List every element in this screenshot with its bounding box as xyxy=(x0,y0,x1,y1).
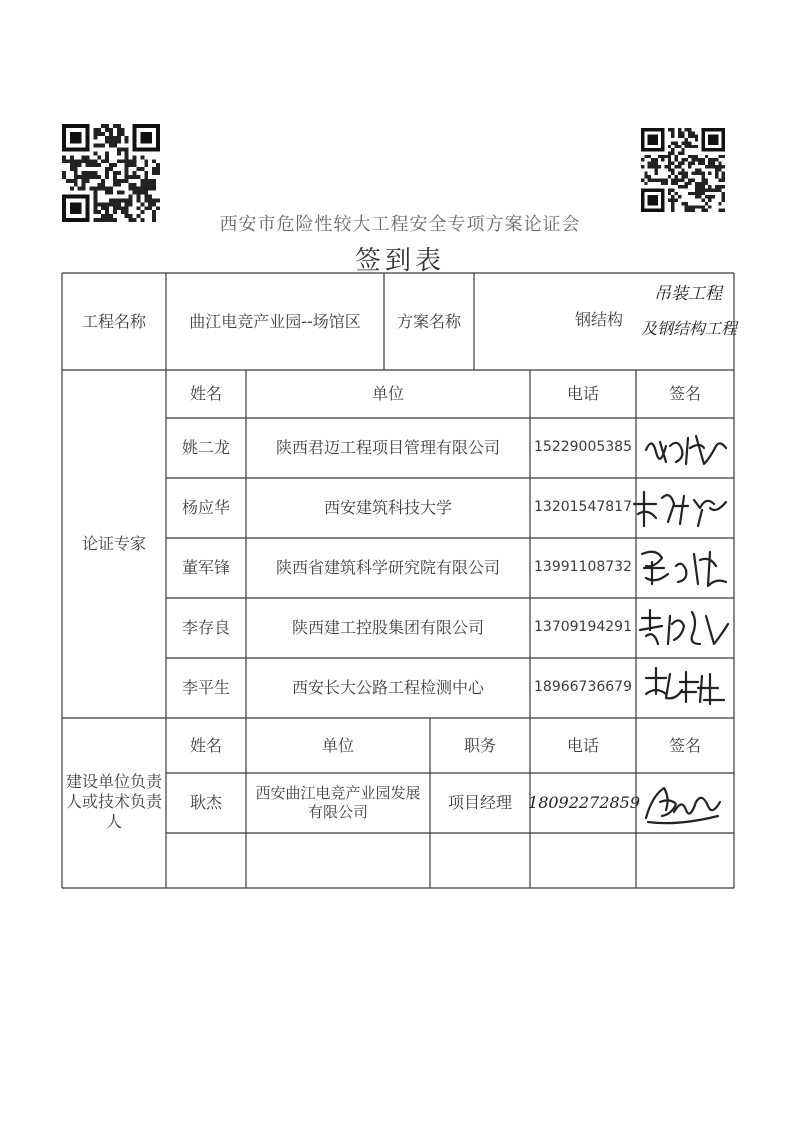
expert-unit: 西安建筑科技大学 xyxy=(323,498,452,517)
experts-col-signature: 签名 xyxy=(668,384,701,403)
plan-handwritten-line-2: 及钢结构工程 xyxy=(640,319,737,338)
plan-name-label: 方案名称 xyxy=(396,311,461,331)
qr-pattern-right xyxy=(641,128,725,212)
expert-phone: 18966736679 xyxy=(534,679,632,696)
experts-col-name: 姓名 xyxy=(189,384,222,403)
experts-col-phone: 电话 xyxy=(566,384,599,403)
expert-signature xyxy=(630,484,730,532)
experts-col-unit: 单位 xyxy=(371,384,404,403)
expert-unit: 西安长大公路工程检测中心 xyxy=(291,678,484,697)
expert-signature xyxy=(640,664,732,710)
expert-unit: 陕西建工控股集团有限公司 xyxy=(291,618,484,637)
expert-name: 李存良 xyxy=(181,618,230,637)
expert-unit: 陕西省建筑科学研究院有限公司 xyxy=(275,558,500,577)
expert-signature xyxy=(636,604,732,652)
expert-phone: 15229005385 xyxy=(534,439,632,456)
builder-col-name: 姓名 xyxy=(189,735,222,755)
builder-phone: 18092272859 xyxy=(528,793,640,812)
expert-name: 李平生 xyxy=(181,678,230,697)
expert-name: 董军锋 xyxy=(181,558,230,577)
expert-signature xyxy=(640,428,732,472)
plan-name-value: 钢结构 xyxy=(574,310,623,329)
builder-col-position: 职务 xyxy=(463,735,496,755)
expert-unit: 陕西君迈工程项目管理有限公司 xyxy=(275,438,500,457)
expert-name: 杨应华 xyxy=(181,498,230,517)
builder-signature xyxy=(640,778,732,828)
builder-col-unit: 单位 xyxy=(321,735,354,755)
builder-name: 耿杰 xyxy=(189,793,222,812)
qr-code-left xyxy=(62,124,160,222)
plan-handwritten-line-1: 吊装工程 xyxy=(654,284,722,305)
builder-section-label: 建设单位负责人或技术负责人 xyxy=(66,772,163,831)
builder-col-phone: 电话 xyxy=(566,735,599,755)
builder-unit: 西安曲江电竞产业园发展有限公司 xyxy=(255,784,421,821)
project-name-label: 工程名称 xyxy=(81,311,146,331)
qr-pattern-left xyxy=(62,124,160,222)
project-name-value: 曲江电竞产业园--场馆区 xyxy=(189,311,361,331)
expert-phone: 13991108732 xyxy=(534,559,632,576)
document-title: 西安市危险性较大工程安全专项方案论证会 xyxy=(219,214,581,235)
expert-phone: 13201547817 xyxy=(534,499,632,516)
expert-signature xyxy=(636,544,732,592)
document-subtitle: 签到表 xyxy=(354,246,445,276)
qr-code-right xyxy=(641,128,725,212)
expert-name: 姚二龙 xyxy=(181,438,230,457)
builder-col-signature: 签名 xyxy=(668,735,701,755)
experts-section-label: 论证专家 xyxy=(81,534,146,553)
expert-phone: 13709194291 xyxy=(534,619,632,636)
builder-position: 项目经理 xyxy=(447,793,512,812)
